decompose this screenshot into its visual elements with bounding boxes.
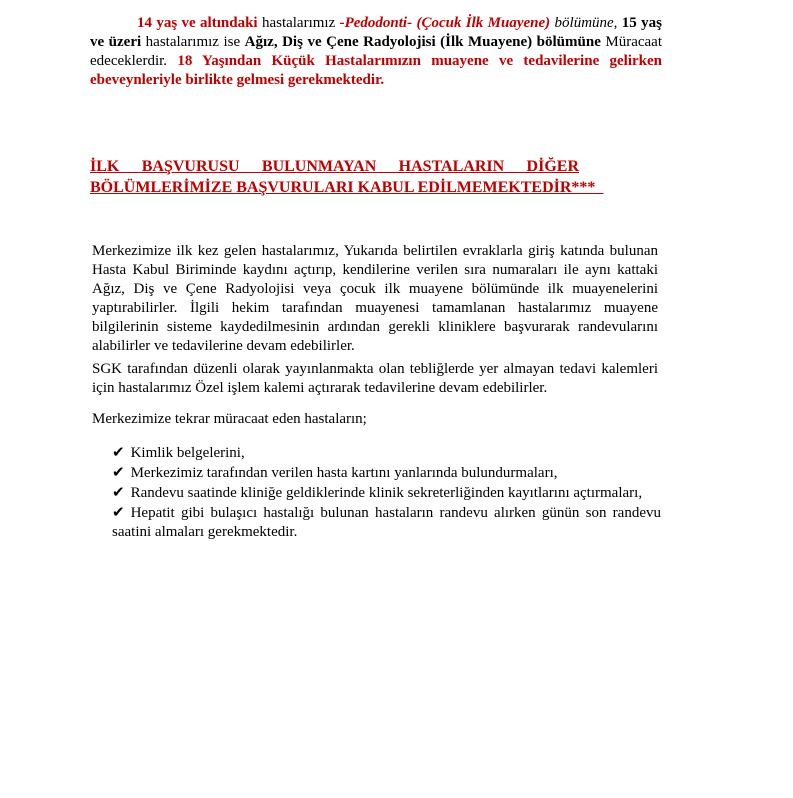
check-icon: ✔ (112, 463, 125, 481)
repeat-visit-intro: Merkezimize tekrar müracaat eden hastaların; (92, 411, 367, 427)
check-icon: ✔ (112, 443, 125, 461)
intro-plain-1: hastalarımız (257, 15, 340, 31)
checklist-item (112, 443, 661, 463)
sgk-paragraph: SGK tarafından düzenli olarak yayınlanmakta olan tebliğlerde yer almayan tedavi kalemleri için hastalarımız Özel işlem kalemi açtırarak tedavilerine devam edebilirler. (92, 361, 658, 396)
intro-plain-3: Müracaat edeceklerdir. (90, 34, 663, 69)
checklist-item (112, 503, 661, 542)
notice-heading (90, 156, 604, 198)
notice-heading-line-2-part-2: BAŞVURULARI KABUL EDİLMEMEKTEDİR*** (236, 179, 604, 196)
intro-age-over-15: 15 yaş ve üzeri (90, 15, 662, 50)
intro-paragraph (90, 14, 662, 90)
intro-age-under-14: 14 yaş ve altındaki (137, 15, 258, 31)
requirements-checklist (112, 443, 661, 542)
checklist-item-label: Randevu saatinde kliniğe geldiklerinde klinik sekreterliğinden kayıtlarını açtırmaları, (130, 485, 643, 501)
checklist-item-label: Kimlik belgelerini, (130, 445, 245, 461)
intro-plain-2: hastalarımız ise (141, 34, 245, 50)
notice-heading-line-2 (90, 177, 604, 198)
check-icon: ✔ (112, 503, 125, 521)
checklist-item-label: Hepatit gibi bulaşıcı hastalığı bulunan hastaların randevu alırken günün son randevu saatini almaları gerekmektedir. (112, 505, 661, 540)
checklist-item-label: Merkezimiz tarafından verilen hasta kartını yanlarında bulundurmaları, (130, 465, 558, 481)
checklist-item (112, 463, 661, 483)
notice-heading-line-2-part-1: BÖLÜMLERİMİZE (90, 179, 237, 196)
intro-bolumune-italic: bölümüne, (550, 15, 622, 31)
checklist-item (112, 483, 661, 503)
intro-pedodonti: -Pedodonti- (Çocuk İlk Muayene) (339, 15, 551, 31)
notice-heading-line-1: İLK BAŞVURUSU BULUNMAYAN HASTALARIN DİĞER (90, 158, 579, 175)
intro-under-18-warning: 18 Yaşından Küçük Hastalarımızın muayene ve tedavilerine gelirken ebeveynleriyle birlikte gelmesi gerekmektedir. (90, 53, 662, 88)
check-icon: ✔ (112, 483, 125, 501)
registration-paragraph: Merkezimize ilk kez gelen hastalarımız, Yukarıda belirtilen evraklarla giriş katında bulunan Hasta Kabul Biriminde kaydını açtırıp, kendilerine verilen sıra numaraları ile aynı kattaki Ağız, Diş ve Çene Radyolojisi veya çocuk ilk muayene bölümünde ilk muayenelerini yaptırabilirler. İlgili hekim tarafından muayenesi tamamlanan hastalarımız muayene bilgilerinin sisteme kaydedilmesinin ardından gerekli kliniklere başvurarak randevularını alabilirler ve tedavilerine devam edebilirler. (92, 243, 658, 354)
intro-radyoloji-bold: Ağız, Diş ve Çene Radyolojisi (İlk Muayene) bölümüne (244, 34, 601, 50)
